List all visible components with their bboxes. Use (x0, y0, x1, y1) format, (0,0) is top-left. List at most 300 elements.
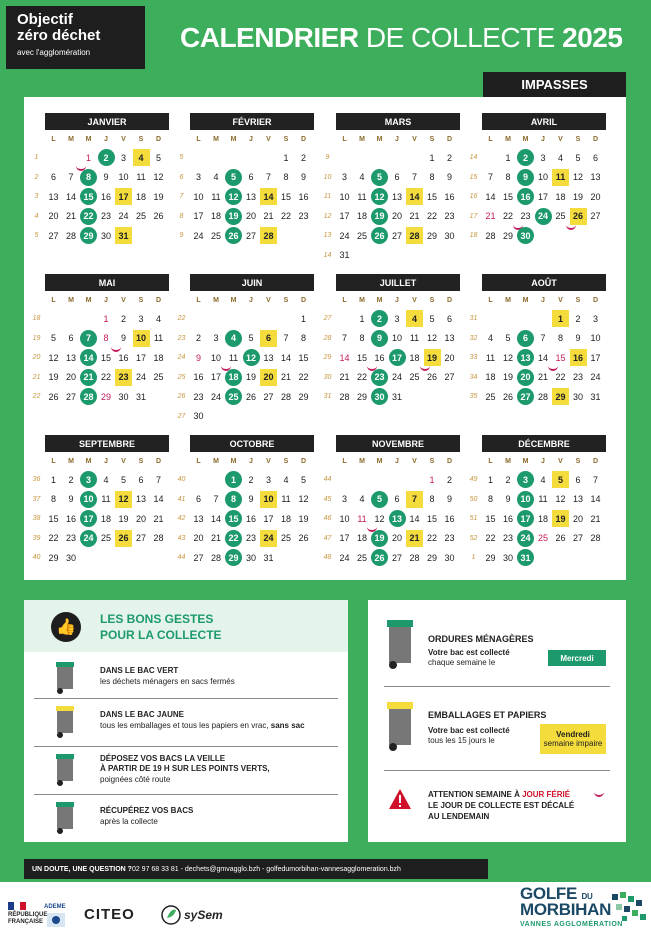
week-number: 37 (32, 495, 41, 503)
packaging-line-1 (428, 726, 510, 735)
week-number: 18 (32, 315, 41, 322)
packaging-line-2: tous les 15 jours le (428, 736, 495, 745)
calendar-day: 11 (153, 333, 164, 343)
calendar-day: 22 (48, 533, 59, 543)
calendar-day: 26 (153, 211, 164, 221)
tip-title: DÉPOSEZ VOS BACS LA VEILLE (100, 754, 226, 763)
calendar-day: 5 (225, 169, 242, 186)
calendar-day: 14 (80, 349, 97, 366)
day-header: V (121, 297, 126, 304)
week-number: 29 (323, 354, 332, 361)
week-number: 39 (32, 534, 41, 542)
week-number: 18 (469, 232, 478, 239)
day-header: M (85, 136, 92, 143)
calendar-day: 6 (68, 333, 74, 343)
calendar-day: 3 (517, 471, 534, 488)
household-waste-day: Mercredi (548, 650, 606, 666)
calendar-day: 3 (592, 313, 598, 324)
day-header: V (412, 136, 417, 143)
calendar-day: 21 (153, 513, 164, 524)
day-header: S (429, 297, 435, 304)
calendar-day: 15 (280, 191, 291, 202)
day-header: V (266, 136, 271, 143)
calendar-day: 25 (210, 230, 221, 241)
month-title: JANVIER (45, 113, 169, 130)
calendar-day: 28 (210, 552, 221, 563)
day-header: J (104, 458, 108, 465)
day-header: L (342, 458, 347, 465)
calendar-day: 1 (429, 152, 435, 163)
household-waste-line-2: chaque semaine le (428, 658, 496, 667)
calendar-day: 25 (555, 211, 566, 221)
week-number: 42 (177, 515, 186, 522)
calendar-day: 30 (444, 552, 455, 563)
calendar-day: 16 (517, 188, 534, 205)
tip-title-2: À PARTIR DE 19 H SUR LES POINTS VERTS, (100, 764, 270, 773)
week-number: 32 (469, 334, 478, 342)
calendar-day: 9 (300, 172, 306, 182)
day-header: D (446, 458, 453, 465)
week-number: 9 (179, 232, 184, 239)
tips-title-2: POUR LA COLLECTE (100, 628, 222, 642)
contact-details: 02 97 68 33 81 - dechets@gmvagglo.bzh - golfedumorbihan-vannesagglomeration.bzh (131, 865, 401, 873)
tip-text (100, 721, 305, 730)
day-header: M (505, 136, 511, 143)
tip-title: DANS LE BAC JAUNE (100, 710, 185, 719)
tip-text-bold: sans sac (270, 721, 305, 730)
day-header: S (138, 458, 144, 465)
republique-line-2: FRANÇAISE (8, 919, 44, 925)
calendar-day: 17 (115, 188, 132, 205)
calendar-day: 22 (426, 211, 437, 221)
calendar-day: 4 (540, 474, 546, 485)
day-header: M (505, 297, 511, 304)
week-number: 3 (34, 193, 39, 200)
calendar-day: 2 (517, 149, 534, 166)
calendar-day: 8 (50, 494, 56, 504)
day-header: J (541, 136, 545, 143)
green-bin-icon (386, 618, 414, 670)
calendar-day: 5 (50, 333, 56, 343)
calendar-day: 12 (298, 494, 309, 504)
collection-info-panel (368, 600, 626, 842)
calendar-day: 22 (298, 372, 309, 382)
calendar-day: 1 (283, 152, 289, 163)
calendar-day: 23 (100, 211, 111, 221)
calendar-day: 23 (444, 211, 455, 221)
packaging-week-text: semaine impaire (543, 739, 603, 748)
day-header: L (196, 297, 201, 304)
week-number: 38 (32, 515, 41, 522)
day-header: S (138, 136, 144, 143)
calendar-day: 19 (245, 372, 256, 382)
calendar-day: 25 (356, 230, 367, 241)
month-title: OCTOBRE (190, 435, 314, 452)
calendar-day: 16 (502, 513, 513, 524)
calendar-day: 5 (300, 474, 306, 485)
calendar-day: 31 (391, 391, 402, 402)
calendar-day: 4 (359, 172, 365, 182)
tip-yellow-bin (34, 702, 338, 740)
calendar-day: 2 (68, 474, 74, 485)
week-number: 22 (32, 393, 41, 400)
week-number: 16 (469, 193, 478, 200)
calendar-day: 21 (210, 533, 221, 543)
calendar-day: 22 (426, 533, 437, 543)
calendar-day: 24 (590, 372, 601, 382)
page-title (180, 22, 622, 54)
calendar-day: 14 (406, 188, 423, 205)
calendar-day: 15 (298, 352, 309, 363)
tips-header (24, 600, 348, 652)
tip-title: RÉCUPÉREZ VOS BACS (100, 806, 194, 815)
calendar-day: 25 (280, 533, 291, 543)
calendar-day: 19 (424, 349, 441, 366)
calendar-day: 20 (260, 369, 277, 386)
calendar-day: 26 (245, 391, 256, 402)
calendar-day: 20 (65, 372, 76, 382)
calendar-day: 6 (394, 172, 400, 182)
calendar-day: 25 (485, 391, 496, 402)
calendar-day: 28 (280, 391, 291, 402)
calendar-day: 3 (120, 152, 126, 163)
calendar-day: 15 (426, 191, 437, 202)
calendar-day: 5 (155, 152, 161, 163)
calendar-day: 19 (552, 510, 569, 527)
week-number: 43 (177, 534, 186, 542)
divider (34, 746, 338, 747)
day-header: D (155, 458, 162, 465)
calendar-day: 22 (502, 211, 513, 221)
calendar-day: 16 (444, 191, 455, 202)
calendar-day: 26 (371, 549, 388, 566)
day-header: M (505, 458, 511, 465)
calendar-day: 7 (265, 172, 271, 182)
calendar-day: 30 (572, 391, 583, 402)
calendar-day: 15 (485, 513, 496, 524)
holiday-shift-icon (594, 790, 604, 797)
calendar-day: 14 (280, 352, 291, 363)
packaging-day (540, 724, 606, 754)
calendar-day: 4 (487, 333, 493, 343)
calendar-day: 13 (65, 352, 76, 363)
calendar-day: 11 (281, 494, 291, 504)
calendar-day: 17 (517, 510, 534, 527)
calendar-day: 20 (391, 533, 402, 543)
day-header: J (395, 136, 399, 143)
day-header: M (376, 297, 383, 304)
logo-line-1: Objectif (17, 11, 73, 28)
week-number: 12 (323, 212, 332, 220)
calendar-day: 4 (359, 494, 365, 504)
calendar-day: 3 (80, 471, 97, 488)
calendar-day: 8 (283, 172, 289, 182)
calendar-day: 30 (65, 552, 76, 563)
calendar-day: 10 (391, 333, 402, 343)
calendar-day: 17 (537, 191, 548, 202)
calendar-day: 11 (357, 191, 367, 202)
calendar-day: 22 (225, 530, 242, 547)
week-number: 23 (177, 334, 186, 342)
week-number: 31 (469, 315, 478, 322)
calendar-day: 21 (409, 211, 420, 221)
week-number: 1 (34, 154, 39, 161)
calendar-day: 27 (517, 388, 534, 405)
week-number: 15 (469, 173, 478, 181)
calendar-day: 16 (374, 352, 385, 363)
calendar-day: 22 (356, 372, 367, 382)
calendar-day: 20 (193, 533, 204, 543)
day-header: M (213, 136, 219, 143)
ademe-logo: ADEME (44, 904, 66, 910)
calendar-day: 7 (341, 333, 347, 343)
calendar-day: 17 (210, 372, 221, 382)
calendar-day: 23 (298, 211, 309, 221)
tip-retrieve (34, 798, 338, 836)
calendar-day: 26 (570, 208, 587, 225)
tip-text: après la collecte (100, 817, 158, 826)
calendar-day: 8 (429, 494, 435, 504)
calendar-day: 19 (502, 372, 513, 382)
calendar-day: 21 (263, 211, 274, 221)
french-flag-icon (8, 902, 26, 910)
calendar-day: 6 (394, 494, 400, 504)
calendar-day: 24 (339, 230, 350, 241)
calendar-day: 20 (245, 211, 256, 221)
packaging-title: EMBALLAGES ET PAPIERS (428, 710, 547, 720)
day-header: J (104, 136, 108, 143)
week-number: 7 (179, 193, 184, 200)
calendar-day: 11 (136, 172, 146, 182)
calendar-day: 15 (502, 191, 513, 202)
calendar-day: 4 (557, 152, 563, 163)
week-number: 9 (325, 154, 330, 161)
day-header: V (558, 297, 563, 304)
calendar-day: 13 (444, 333, 455, 343)
week-number: 19 (32, 334, 41, 342)
calendar-day: 27 (245, 230, 256, 241)
calendar-day: 24 (210, 391, 221, 402)
divider (384, 770, 610, 771)
calendar-day: 21 (537, 372, 548, 382)
calendar-day: 11 (409, 333, 420, 343)
calendar-day: 21 (65, 211, 76, 221)
calendar-day: 20 (135, 513, 146, 524)
calendar-day: 13 (263, 352, 274, 363)
calendar-day: 29 (426, 552, 437, 563)
calendar-day: 12 (371, 188, 388, 205)
calendar-day: 18 (356, 211, 367, 221)
calendar-day: 5 (552, 471, 569, 488)
calendar-day: 24 (118, 211, 129, 221)
calendar-day: 13 (193, 513, 204, 524)
calendar-day: 8 (429, 172, 435, 182)
calendar-day: 4 (133, 149, 150, 166)
calendar-day: 29 (298, 391, 309, 402)
calendar-day: 9 (68, 494, 74, 504)
week-number: 48 (323, 554, 332, 561)
day-header: D (155, 297, 162, 304)
day-header: M (85, 297, 92, 304)
week-number: 35 (469, 393, 478, 400)
day-header: M (522, 297, 529, 304)
calendar-day: 9 (575, 333, 581, 343)
calendar-day: 26 (555, 533, 566, 543)
green-bin-icon (54, 800, 76, 834)
week-number: 14 (469, 154, 478, 161)
calendar-day: 28 (80, 388, 97, 405)
week-number: 40 (177, 476, 186, 483)
contact-question: UN DOUTE, UNE QUESTION ? (32, 865, 132, 873)
week-number: 20 (32, 354, 41, 361)
day-header: S (429, 136, 435, 143)
gm-mosaic-icon (610, 890, 648, 924)
title-thin: DE COLLECTE (365, 22, 555, 53)
calendar-day: 10 (517, 491, 534, 508)
tip-title: DANS LE BAC VERT (100, 666, 179, 675)
calendar-day: 7 (80, 330, 97, 347)
calendar-day: 12 (426, 333, 437, 343)
calendar-day: 30 (502, 552, 513, 563)
tip-text: poignées côté route (100, 775, 171, 784)
calendar-day: 16 (193, 372, 204, 382)
calendar-day: 23 (502, 533, 513, 543)
day-header: M (213, 297, 219, 304)
day-header: J (104, 297, 108, 304)
calendar-day: 26 (115, 530, 132, 547)
calendar-day: 9 (446, 494, 452, 504)
green-bin-icon (54, 660, 76, 694)
calendar-day: 10 (260, 491, 277, 508)
calendar-day: 7 (592, 474, 598, 485)
calendar-day: 14 (485, 191, 496, 202)
calendar-day: 22 (100, 372, 111, 382)
calendar-day: 11 (228, 352, 239, 363)
calendar-day: 31 (517, 549, 534, 566)
calendar-day: 4 (103, 474, 109, 485)
tip-text: les déchets ménagers en sacs fermés (100, 677, 235, 686)
calendar-day: 23 (115, 369, 132, 386)
holiday-warning-line-2: LE JOUR DE COLLECTE EST DÉCALÉ (428, 801, 575, 810)
calendar-day: 29 (225, 549, 242, 566)
calendar-day: 13 (590, 172, 601, 182)
day-header: S (429, 458, 435, 465)
calendar-day: 9 (120, 333, 126, 343)
household-waste-line-1-text: Votre bac est collecté (428, 648, 510, 657)
zone-label: IMPASSES (483, 72, 626, 97)
calendar-day: 7 (540, 333, 546, 343)
calendar-day: 8 (557, 333, 563, 343)
calendar-day: 12 (115, 491, 132, 508)
month-title: NOVEMBRE (336, 435, 460, 452)
calendar-day: 9 (505, 494, 511, 504)
calendar-day: 2 (446, 474, 452, 485)
calendar-day: 18 (356, 533, 367, 543)
day-header: D (446, 297, 453, 304)
day-header: L (51, 136, 56, 143)
calendar-day: 7 (406, 491, 423, 508)
calendar-day: 30 (193, 411, 204, 421)
calendar-day: 19 (48, 372, 59, 382)
calendar-day: 12 (555, 494, 566, 504)
calendar-day: 26 (426, 372, 437, 382)
calendar-day: 28 (409, 552, 420, 563)
day-header: M (85, 458, 92, 465)
calendar-day: 16 (570, 349, 587, 366)
week-number: 11 (323, 193, 332, 200)
calendar-day: 14 (260, 188, 277, 205)
calendar-day: 3 (195, 172, 201, 182)
calendar-day: 16 (245, 513, 256, 524)
calendar-day: 6 (50, 172, 56, 182)
calendar-day: 15 (100, 352, 111, 363)
day-header: S (575, 297, 581, 304)
calendar-day: 2 (195, 333, 201, 343)
calendar-day: 9 (446, 172, 452, 182)
calendar-day: 23 (371, 369, 388, 386)
divider (384, 686, 610, 687)
calendar-day: 29 (426, 230, 437, 241)
calendar-day: 23 (572, 372, 583, 382)
calendar-day: 9 (248, 494, 254, 504)
calendar-day: 10 (118, 172, 129, 182)
calendar-day: 26 (502, 391, 513, 402)
citeo-logo: CITEO (84, 906, 135, 923)
title-bold-2: 2025 (562, 22, 623, 53)
day-header: J (541, 458, 545, 465)
week-number: 17 (469, 212, 478, 220)
calendar-day: 17 (135, 352, 146, 363)
calendar-day: 16 (298, 191, 309, 202)
calendar-day: 3 (341, 172, 347, 182)
month-title: SEPTEMBRE (45, 435, 169, 452)
day-header: M (359, 458, 365, 465)
day-header: D (300, 297, 307, 304)
day-header: V (412, 458, 417, 465)
calendar-day: 25 (135, 211, 146, 221)
day-header: S (283, 136, 289, 143)
month-title: FÉVRIER (190, 113, 314, 130)
golfe-du-morbihan-logo (520, 882, 651, 947)
day-header: L (488, 136, 493, 143)
calendar-day: 18 (485, 372, 496, 382)
calendar-day: 4 (406, 310, 423, 327)
calendar-day: 15 (80, 188, 97, 205)
divider (34, 794, 338, 795)
calendar-day: 23 (65, 533, 76, 543)
calendar-day: 21 (280, 372, 291, 382)
calendar-day: 6 (575, 474, 581, 485)
calendar-day: 19 (298, 513, 309, 524)
calendar-day: 18 (537, 513, 548, 524)
calendar-day: 24 (535, 208, 552, 225)
calendar-day: 21 (406, 530, 423, 547)
calendar-day: 10 (339, 191, 350, 202)
calendar-day: 19 (371, 208, 388, 225)
calendar-day: 19 (572, 191, 583, 202)
day-header: S (283, 458, 289, 465)
week-number: 50 (469, 495, 478, 503)
sysem-logo: sySem (184, 908, 223, 922)
calendar-day: 24 (517, 530, 534, 547)
calendar-day: 28 (260, 227, 277, 244)
week-number: 52 (469, 534, 478, 542)
calendar-day: 26 (371, 227, 388, 244)
calendar-day: 28 (153, 533, 164, 543)
calendar-day: 13 (517, 349, 534, 366)
calendar-day: 21 (485, 211, 496, 221)
calendar-day: 6 (446, 313, 452, 324)
